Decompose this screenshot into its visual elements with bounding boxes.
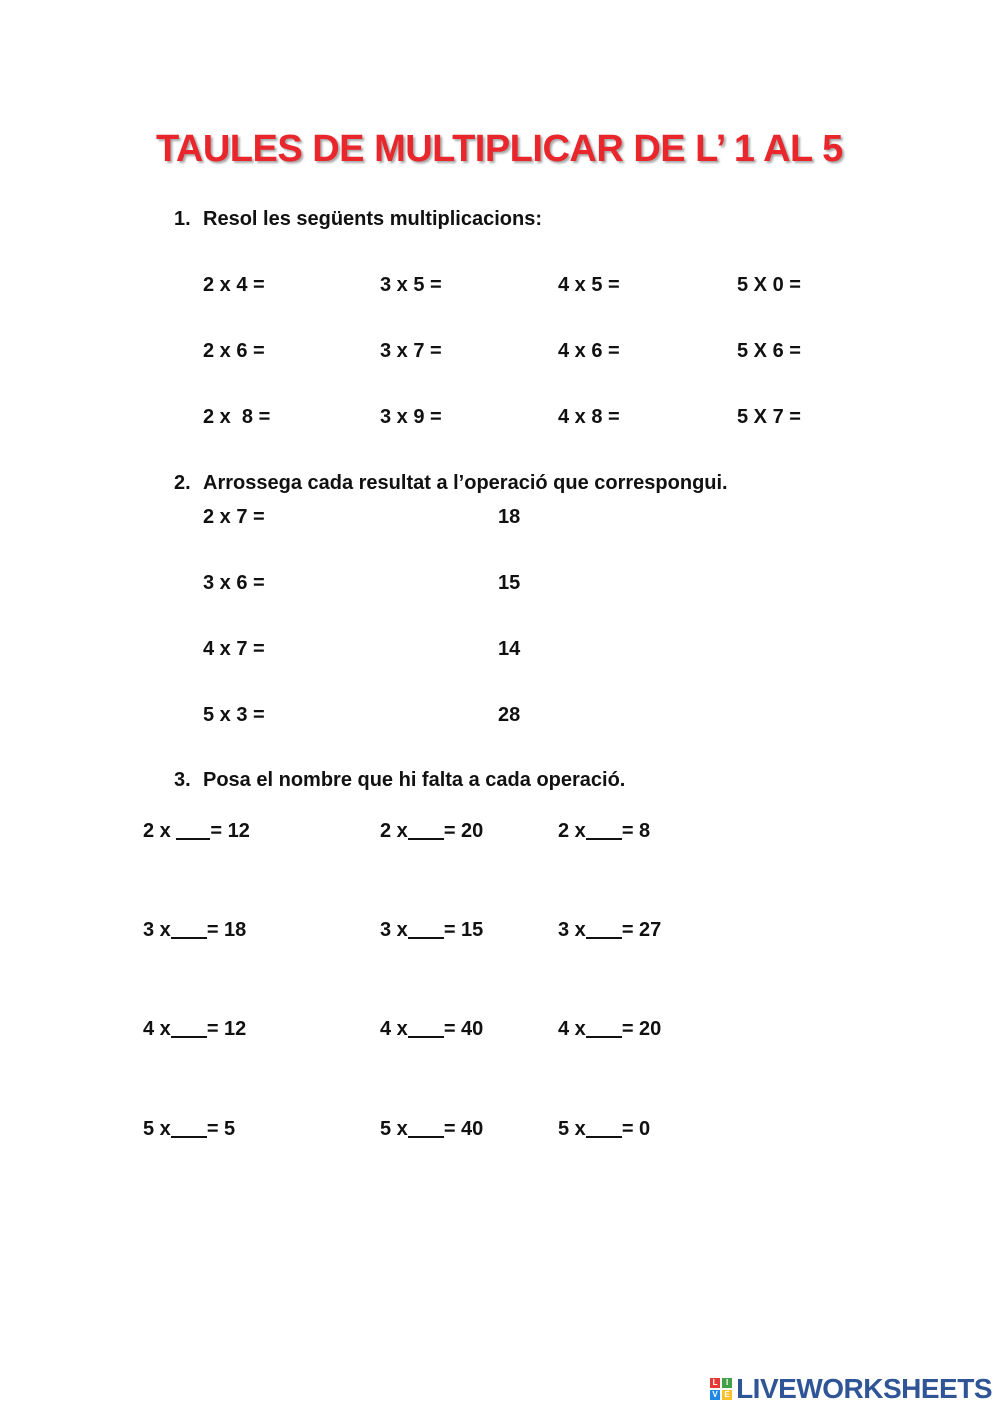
draggable-result[interactable]: 15 [498, 572, 521, 594]
answer-blank[interactable] [586, 820, 622, 840]
multiplication-item: 4 x 6 = [558, 340, 620, 362]
answer-blank[interactable] [171, 919, 207, 939]
page-title: TAULES DE MULTIPLICAR DE L’ 1 AL 5 [156, 128, 843, 170]
answer-blank[interactable] [586, 919, 622, 939]
drag-target-operation: 2 x 7 = [203, 506, 265, 528]
question-2-heading [174, 472, 728, 495]
missing-factor-item: 3 x = 18 [143, 919, 247, 941]
question-text: Resol les següents multiplicacions: [203, 208, 542, 230]
multiplication-item: 5 X 0 = [737, 274, 801, 296]
multiplication-item: 2 x 6 = [203, 340, 265, 362]
multiplication-item: 2 x 4 = [203, 274, 265, 296]
multiplication-item: 3 x 9 = [380, 406, 442, 428]
drag-target-operation: 4 x 7 = [203, 638, 265, 660]
multiplication-item: 3 x 7 = [380, 340, 442, 362]
question-text: Posa el nombre que hi falta a cada operació. [203, 769, 626, 791]
multiplication-item: 3 x 5 = [380, 274, 442, 296]
question-number: 2. [174, 472, 191, 494]
draggable-result[interactable]: 28 [498, 704, 521, 726]
missing-factor-item: 4 x = 12 [143, 1018, 247, 1040]
multiplication-item: 4 x 5 = [558, 274, 620, 296]
answer-blank[interactable] [408, 1018, 444, 1038]
answer-blank[interactable] [586, 1118, 622, 1138]
logo-tile: V [710, 1390, 720, 1400]
liveworksheets-branding [710, 1373, 992, 1405]
drag-target-operation: 5 x 3 = [203, 704, 265, 726]
question-number: 1. [174, 208, 191, 230]
question-1-heading [174, 208, 542, 231]
question-number: 3. [174, 769, 191, 791]
answer-blank[interactable] [408, 919, 444, 939]
multiplication-item: 5 X 6 = [737, 340, 801, 362]
missing-factor-item: 3 x = 15 [380, 919, 484, 941]
question-text: Arrossega cada resultat a l’operació que correspongui. [203, 472, 728, 494]
draggable-result[interactable]: 14 [498, 638, 521, 660]
missing-factor-item: 4 x = 40 [380, 1018, 484, 1040]
missing-factor-item: 2 x = 20 [380, 820, 484, 842]
answer-blank[interactable] [171, 1118, 207, 1138]
missing-factor-item: 5 x = 40 [380, 1118, 484, 1140]
drag-target-operation: 3 x 6 = [203, 572, 265, 594]
answer-blank[interactable] [586, 1018, 622, 1038]
missing-factor-item: 2 x = 12 [143, 820, 250, 842]
draggable-result[interactable]: 18 [498, 506, 521, 528]
logo-tile: E [722, 1390, 732, 1400]
missing-factor-item: 5 x = 0 [558, 1118, 651, 1140]
answer-blank[interactable] [171, 1018, 207, 1038]
brand-name: LIVEWORKSHEETS [736, 1373, 992, 1404]
missing-factor-item: 5 x = 5 [143, 1118, 236, 1140]
missing-factor-item: 2 x = 8 [558, 820, 651, 842]
multiplication-item: 4 x 8 = [558, 406, 620, 428]
answer-blank[interactable] [408, 820, 444, 840]
multiplication-item: 2 x 8 = [203, 406, 271, 428]
logo-tile: I [722, 1378, 732, 1388]
answer-blank[interactable] [408, 1118, 444, 1138]
question-3-heading [174, 769, 625, 792]
multiplication-item: 5 X 7 = [737, 406, 801, 428]
liveworksheets-logo-icon [710, 1378, 732, 1400]
missing-factor-item: 3 x = 27 [558, 919, 662, 941]
answer-blank[interactable] [176, 820, 210, 840]
logo-tile: L [710, 1378, 720, 1388]
missing-factor-item: 4 x = 20 [558, 1018, 662, 1040]
